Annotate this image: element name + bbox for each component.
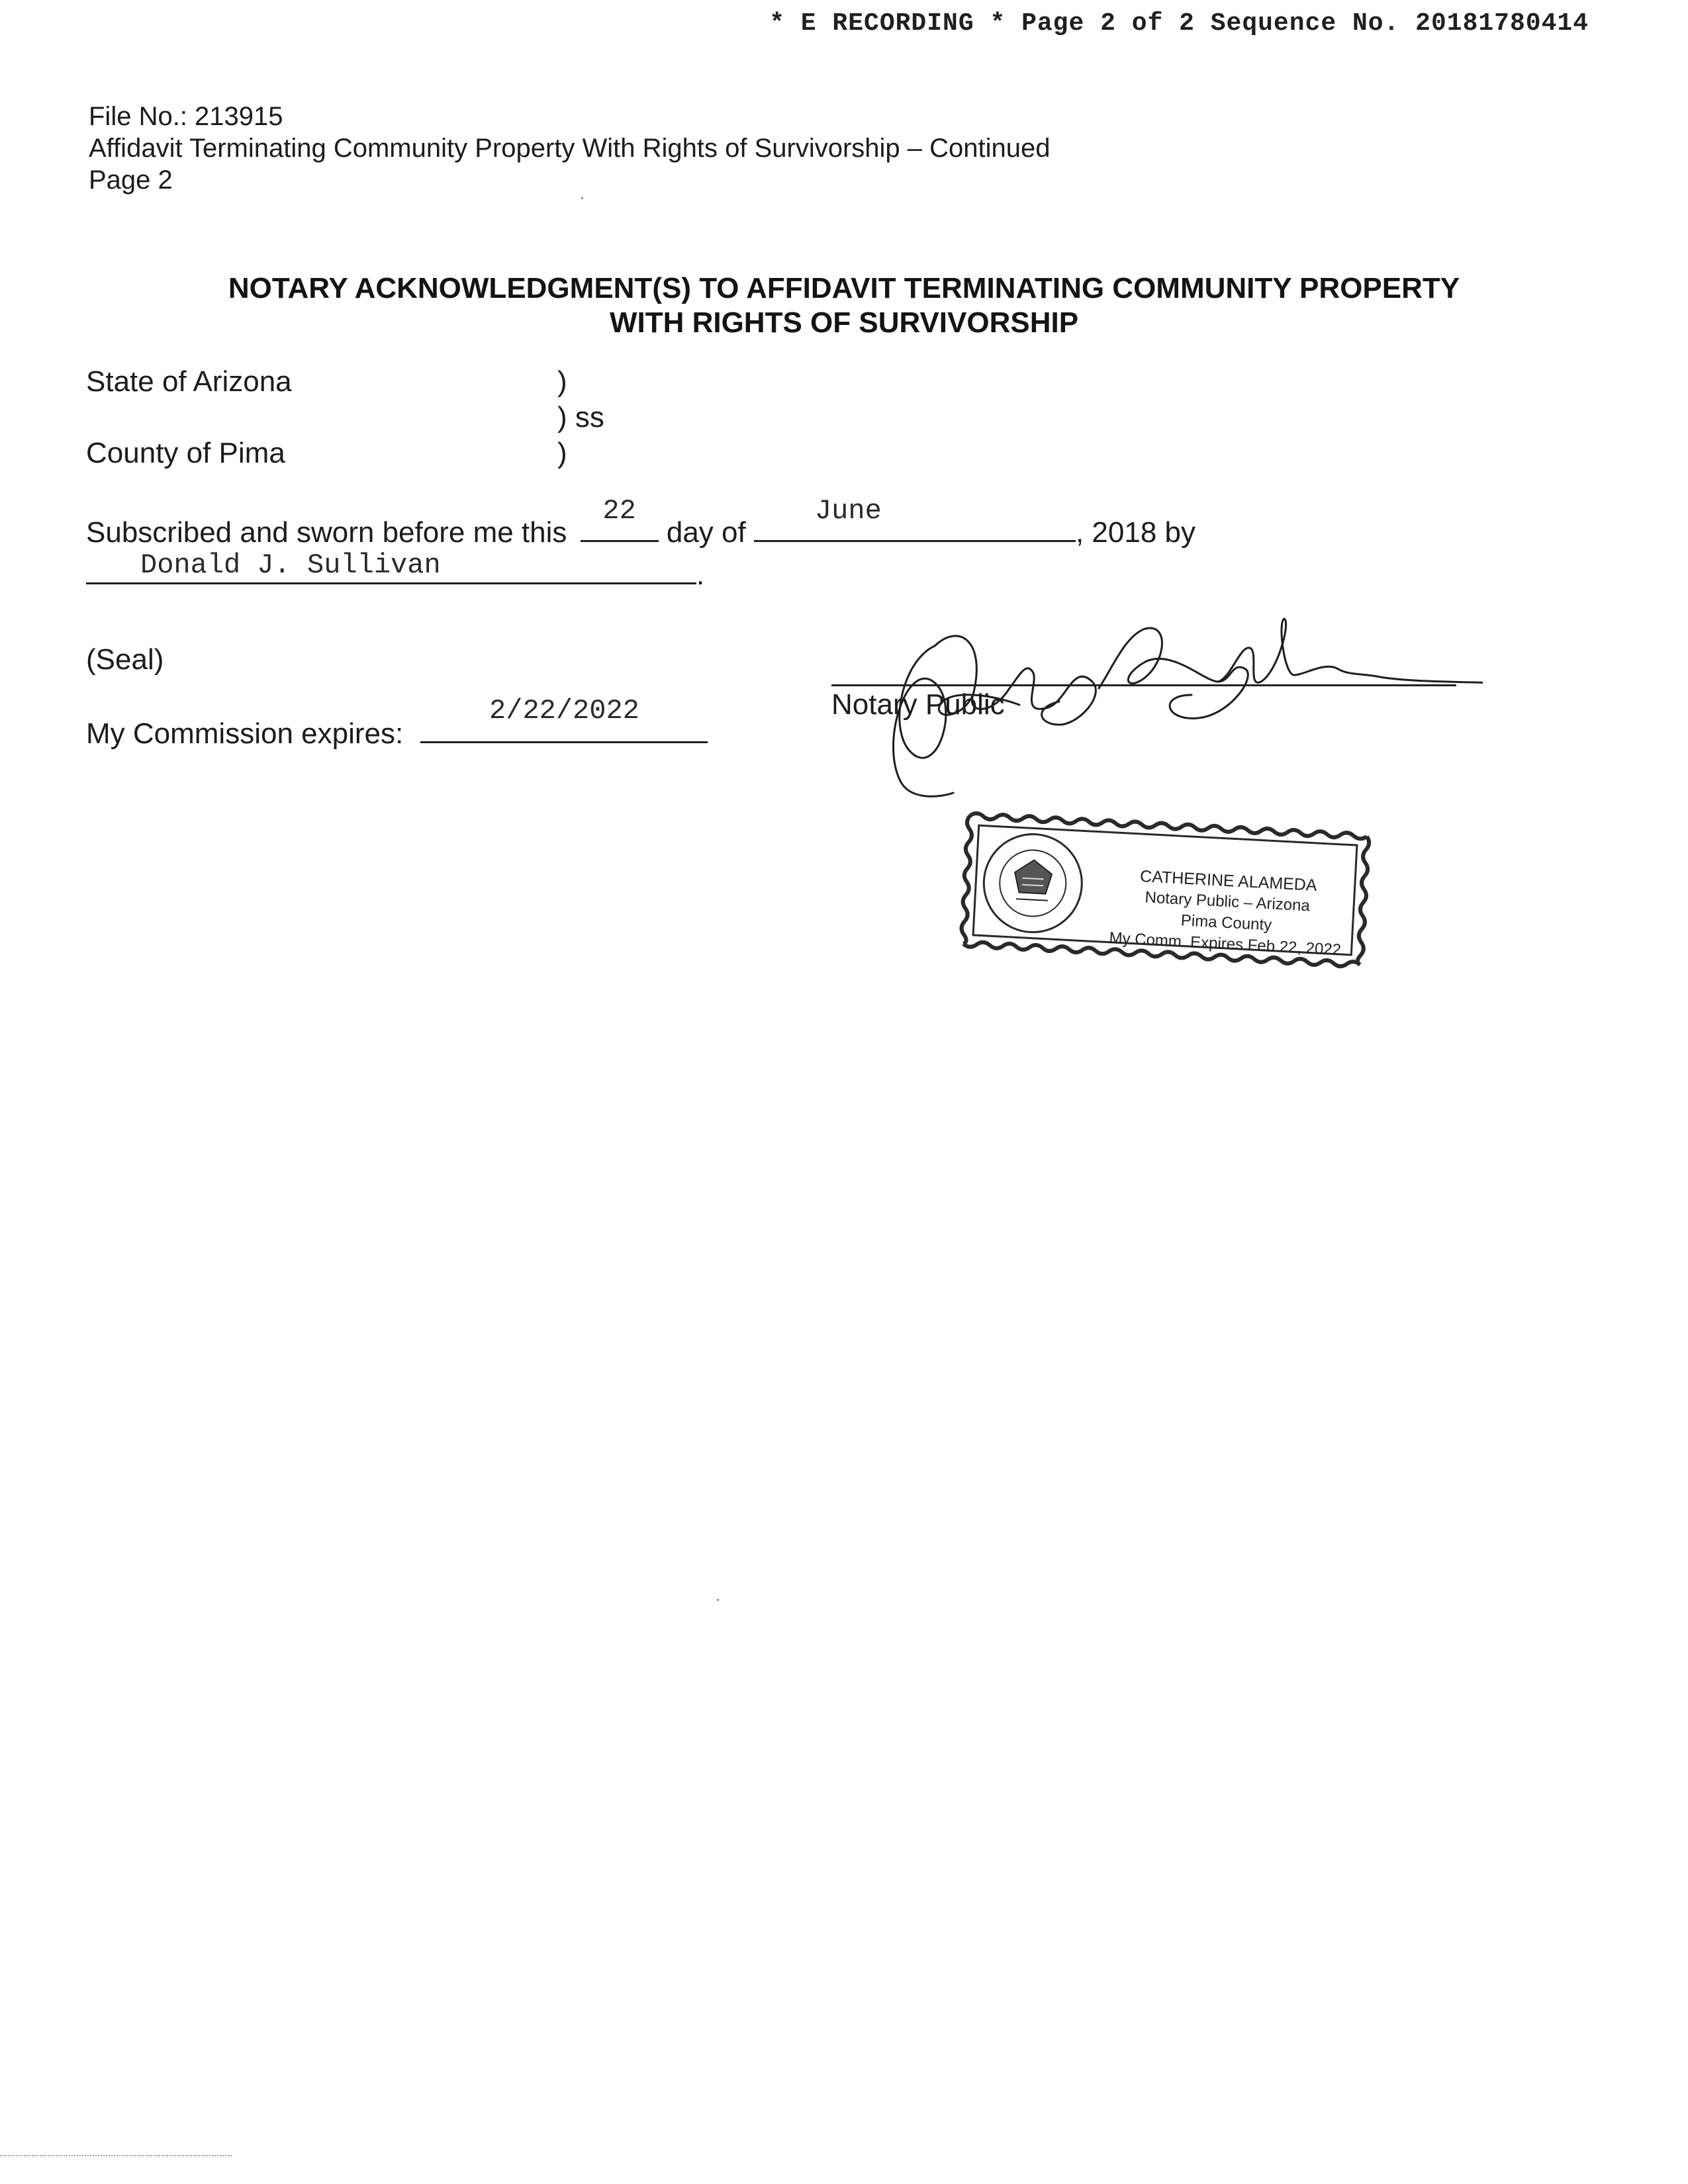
county-label: County of Pima	[86, 437, 285, 469]
stamp-county: Pima County	[1180, 911, 1272, 934]
sworn-prefix: Subscribed and sworn before me this	[86, 516, 567, 549]
stamp-notary-title: Notary Public – Arizona	[1144, 888, 1311, 915]
commission-label: My Commission expires:	[86, 717, 404, 750]
recording-header: * E RECORDING * Page 2 of 2 Sequence No. 20181780414	[769, 9, 1589, 38]
scan-speck	[717, 1599, 719, 1601]
arizona-seal-icon	[982, 832, 1085, 935]
commission-field	[420, 695, 708, 743]
notary-public-label: Notary Public	[831, 688, 1005, 721]
acknowledgment-title	[0, 271, 1688, 340]
affiant-name: Donald J. Sullivan	[140, 549, 441, 581]
page-number: Page 2	[89, 165, 173, 195]
venue-paren: )	[557, 365, 567, 398]
stamp-text-block	[1092, 864, 1361, 962]
file-info-block	[89, 101, 1050, 196]
commission-date: 2/22/2022	[489, 695, 639, 727]
scan-speck	[581, 197, 583, 199]
document-title: Affidavit Terminating Community Property With Rights of Survivorship – Continued	[89, 134, 1051, 163]
month-field	[754, 495, 1076, 542]
stamp-expires: My Comm. Expires Feb 22, 2022	[1108, 929, 1342, 960]
venue-paren: )	[557, 437, 567, 469]
venue-ss: ) ss	[557, 401, 604, 433]
state-label: State of Arizona	[86, 365, 292, 398]
notary-signature	[861, 582, 1483, 801]
stamp-notary-name: CATHERINE ALAMEDA	[1139, 867, 1318, 895]
title-line-2: WITH RIGHTS OF SURVIVORSHIP	[609, 306, 1079, 339]
year-by-label: , 2018 by	[1075, 516, 1196, 549]
notary-stamp	[949, 803, 1380, 977]
sworn-statement	[86, 495, 1196, 549]
seal-label: (Seal)	[86, 643, 164, 676]
affiant-period: .	[696, 559, 705, 591]
day-of-label: day of	[666, 516, 746, 549]
day-field	[581, 495, 659, 542]
affiant-field	[86, 549, 696, 584]
day-value: 22	[602, 495, 636, 527]
commission-line	[86, 695, 708, 751]
scan-footer-dots	[0, 2155, 232, 2156]
affiant-line	[86, 549, 705, 592]
title-line-1: NOTARY ACKNOWLEDGMENT(S) TO AFFIDAVIT TERMINATING COMMUNITY PROPERTY	[228, 272, 1460, 304]
month-value: June	[814, 495, 882, 527]
file-number: File No.: 213915	[89, 102, 283, 131]
